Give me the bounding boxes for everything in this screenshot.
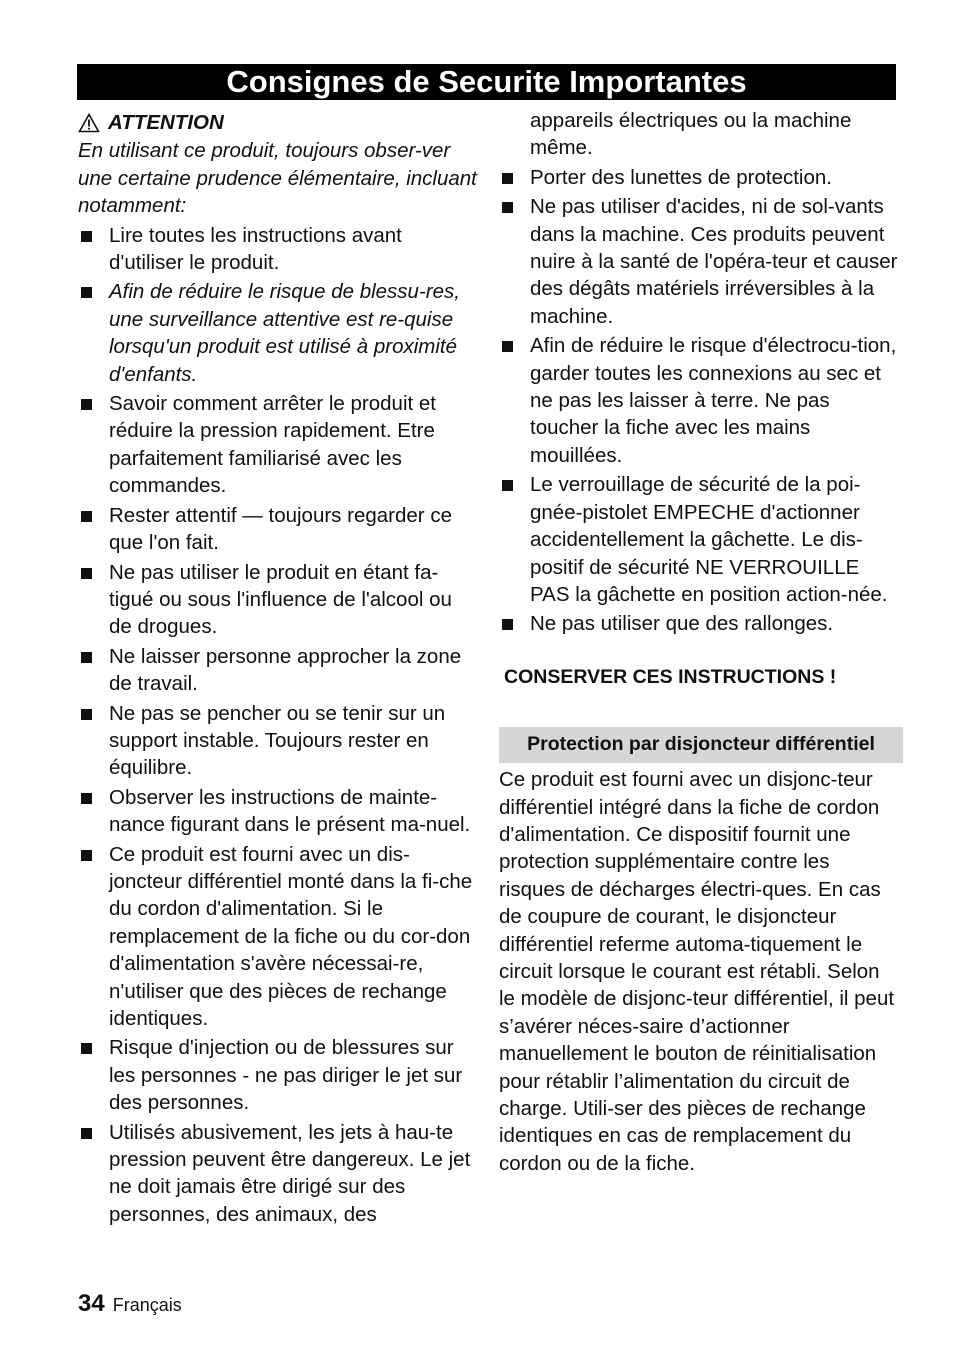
square-bullet-icon — [81, 287, 92, 298]
list-item — [499, 332, 899, 469]
list-item — [78, 1119, 478, 1229]
page-number: 34 — [78, 1290, 105, 1317]
square-bullet-icon — [502, 341, 513, 352]
list-item — [78, 222, 478, 277]
square-bullet-icon — [81, 1043, 92, 1054]
list-item-text: Ne pas se pencher ou se tenir sur un support instable. Toujours rester en équilibre. — [109, 701, 446, 780]
section-heading-box — [499, 727, 903, 763]
list-item — [78, 278, 478, 388]
square-bullet-icon — [81, 850, 92, 861]
list-item-text: Ne laisser personne approcher la zone de travail. — [109, 644, 462, 696]
square-bullet-icon — [502, 619, 513, 630]
list-item-text: Ce produit est fourni avec un dis-joncteur différentiel monté dans la fi-che du cordon d'alimentation. Si le remplacement de la fiche ou du cor-don d'alimentation s'avère nécessai-re, n'utiliser que des pièces de rechange identiques. — [109, 842, 473, 1030]
list-item — [499, 610, 899, 637]
list-item-text: Utilisés abusivement, les jets à hau-te pression peuvent être dangereux. Le jet ne doit jamais être dirigé sur des personnes, des animaux, des — [109, 1120, 471, 1226]
right-column — [499, 107, 899, 1177]
list-item — [78, 502, 478, 557]
list-item-text: Ne pas utiliser d'acides, ni de sol-vants dans la machine. Ces produits peuvent nuire à la santé de l'opéra-teur et causer des dégâts matériels irréversibles à la machine. — [530, 195, 898, 328]
square-bullet-icon — [81, 709, 92, 720]
section-heading: Protection par disjoncteur différentiel — [527, 733, 875, 756]
list-item — [78, 784, 478, 839]
list-item-text: Afin de réduire le risque d'électrocu-tion, garder toutes les connexions au sec et ne pas les laisser à terre. Ne pas toucher la fiche avec les mains mouillées. — [530, 334, 897, 467]
conserve-instructions-heading: CONSERVER CES INSTRUCTIONS ! — [504, 665, 837, 688]
square-bullet-icon — [81, 568, 92, 579]
list-item — [78, 1034, 478, 1116]
list-item — [78, 559, 478, 641]
right-bullet-list — [499, 164, 899, 638]
square-bullet-icon — [502, 173, 513, 184]
list-item — [78, 390, 478, 500]
attention-heading — [78, 109, 478, 136]
square-bullet-icon — [81, 399, 92, 410]
warning-triangle-icon — [78, 113, 100, 133]
square-bullet-icon — [81, 1128, 92, 1139]
list-item — [499, 164, 899, 191]
list-item-text: Savoir comment arrêter le produit et réduire la pression rapidement. Etre parfaitement familiarisé avec les commandes. — [109, 392, 436, 498]
list-item-text: Porter des lunettes de protection. — [530, 165, 832, 189]
list-item-text: Rester attentif — toujours regarder ce que l'on fait. — [109, 503, 452, 555]
list-item-text: Observer les instructions de mainte-nance figurant dans le présent ma-nuel. — [109, 785, 471, 837]
square-bullet-icon — [502, 480, 513, 491]
attention-label: ATTENTION — [108, 111, 224, 134]
page-footer — [78, 1290, 182, 1318]
list-item-text: Ne pas utiliser que des rallonges. — [530, 612, 834, 636]
list-item-text: Le verrouillage de sécurité de la poi-gnée-pistolet EMPECHE d'actionner accidentellement la gâchette. Le dis-positif de sécurité NE VERROUILLE PAS la gâchette en position action-née. — [530, 473, 888, 606]
page-title: Consignes de Securite Importantes — [77, 64, 896, 100]
square-bullet-icon — [81, 652, 92, 663]
list-item — [499, 193, 899, 330]
list-item-text: Afin de réduire le risque de blessu-res, une surveillance attentive est re-quise lorsqu'un produit est utilisé à proximité d'enfants. — [109, 280, 460, 386]
list-item-text: Lire toutes les instructions avant d'utiliser le produit. — [109, 223, 402, 275]
list-item — [78, 643, 478, 698]
attention-intro: En utilisant ce produit, toujours obser-ver une certaine prudence élémentaire, incluant notamment: — [78, 139, 477, 218]
list-item-text: Ne pas utiliser le produit en étant fa-tigué ou sous l'influence de l'alcool ou de drogues. — [109, 560, 452, 639]
list-item-text: Risque d'injection ou de blessures sur les personnes - ne pas diriger le jet sur des personnes. — [109, 1036, 463, 1115]
list-item — [499, 471, 899, 608]
square-bullet-icon — [502, 202, 513, 213]
list-item — [78, 841, 478, 1033]
square-bullet-icon — [81, 231, 92, 242]
continued-item-text: appareils électriques ou la machine même. — [530, 109, 852, 160]
list-item — [78, 700, 478, 782]
left-bullet-list — [78, 222, 478, 1229]
section-paragraph: Ce produit est fourni avec un disjonc-teur différentiel intégré dans la fiche de cordon d'alimentation. Ce dispositif fournit une protection supplémentaire contre les risques de décharges électri-ques. En cas de coupure de courant, le disjoncteur différentiel referme automa-tiquement le circuit lorsque le courant est rétabli. Selon le modèle de disjonc-teur différentiel, il peut s’avérer néces-saire d’actionner manuellement le bouton de réinitialisation pour rétablir l’alimentation du circuit de charge. Utili-ser des pièces de rechange identiques en cas de remplacement du cordon ou de la fiche. — [499, 768, 895, 1175]
footer-language: Français — [112, 1295, 182, 1315]
square-bullet-icon — [81, 511, 92, 522]
square-bullet-icon — [81, 793, 92, 804]
left-column — [78, 109, 478, 1230]
